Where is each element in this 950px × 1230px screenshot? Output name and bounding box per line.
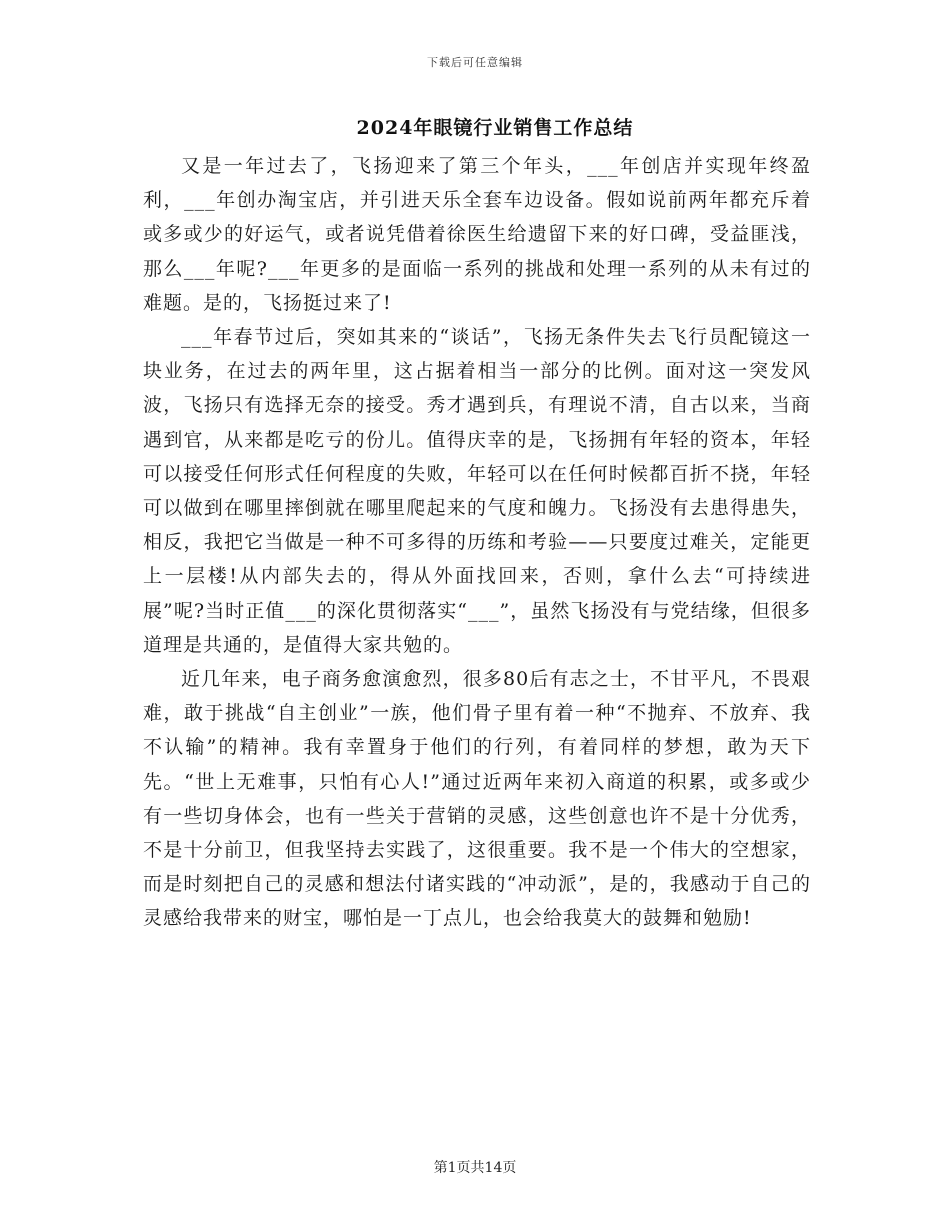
document-body [143,149,811,936]
paragraph-3: 近几年来，电子商务愈演愈烈，很多80后有志之士，不甘平凡，不畏艰难，敢于挑战“自主创业”一族，他们骨子里有着一种“不抛弃、不放弃、我不认输”的精神。我有幸置身于他们的行列，有着同样的梦想，敢为天下先。“世上无难事，只怕有心人!”通过近两年来初入商道的积累，或多或少有一些切身体会，也有一些关于营销的灵感，这些创意也许不是十分优秀，不是十分前卫，但我坚持去实践了，这很重要。我不是一个伟大的空想家，而是时刻把自己的灵感和想法付诸实践的“冲动派”，是的，我感动于自己的灵感给我带来的财宝，哪怕是一丁点儿，也会给我莫大的鼓舞和勉励! [143,668,811,930]
paragraph-2: ___年春节过后，突如其来的“谈话”，飞扬无条件失去飞行员配镜这一块业务，在过去的两年里，这占据着相当一部分的比例。面对这一突发风波，飞扬只有选择无奈的接受。秀才遇到兵，有理说不清，自古以来，当商遇到官，从来都是吃亏的份儿。值得庆幸的是，飞扬拥有年轻的资本，年轻可以接受任何形式任何程度的失败，年轻可以在任何时候都百折不挠，年轻可以做到在哪里摔倒就在哪里爬起来的气度和魄力。飞扬没有去患得患失，相反，我把它当做是一种不可多得的历练和考验——只要度过难关，定能更上一层楼!从内部失去的，得从外面找回来，否则，拿什么去“可持续进展”呢?当时正值___的深化贯彻落实“___”，虽然飞扬没有与党结缘，但很多道理是共通的，是值得大家共勉的。 [143,326,811,656]
page-header-note: 下载后可任意编辑 [427,56,523,69]
page-number-footer: 第1页共14页 [433,1160,517,1176]
document-title: 2024年眼镜行业销售工作总结 [356,117,634,139]
paragraph-1: 又是一年过去了，飞扬迎来了第三个年头，___年创店并实现年终盈利，___年创办淘宝店，并引进天乐全套车边设备。假如说前两年都充斥着或多或少的好运气，或者说凭借着徐医生给遗留下来的好口碑，受益匪浅，那么___年呢?___年更多的是面临一系列的挑战和处理一系列的从未有过的难题。是的，飞扬挺过来了! [143,155,811,314]
